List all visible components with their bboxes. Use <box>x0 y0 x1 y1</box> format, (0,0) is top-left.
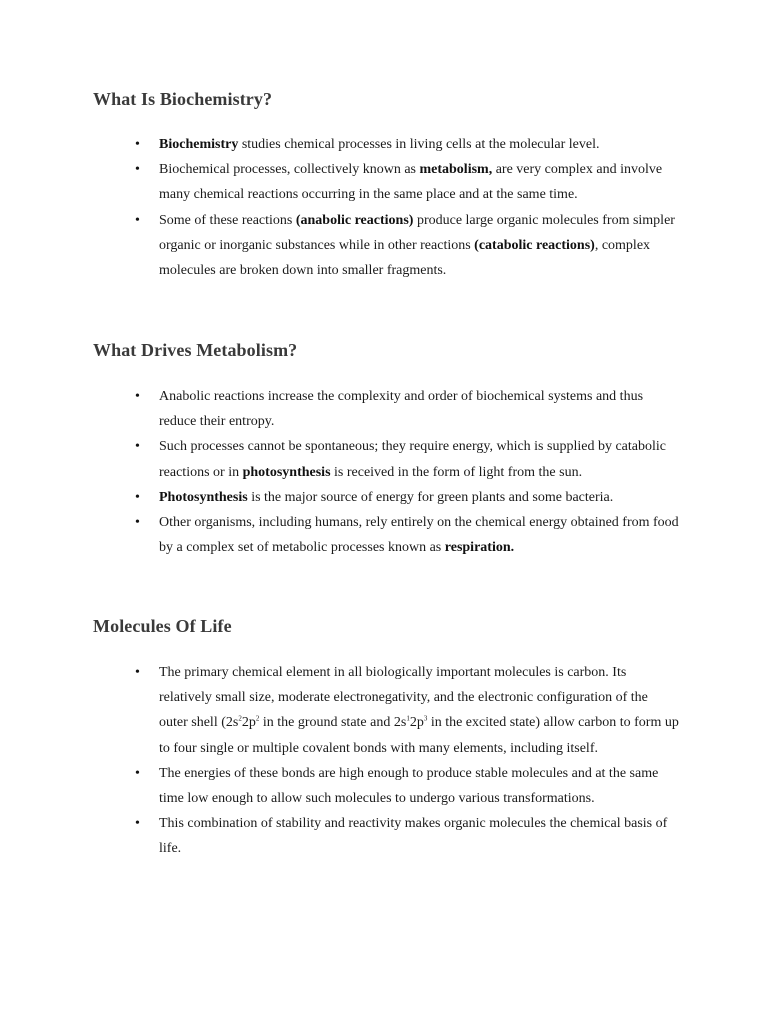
list-item <box>135 157 679 207</box>
text-run: Such processes cannot be spontaneous; they require energy, which is supplied by catabolic reactions or in <box>159 439 666 480</box>
bullet-icon: • <box>135 137 140 152</box>
text-run: Other organisms, including humans, rely entirely on the chemical energy obtained from food by a complex set of metabolic processes known as <box>159 515 679 556</box>
section-what-is-biochemistry <box>93 88 693 110</box>
text-run: is received in the form of light from the sun. <box>330 464 583 480</box>
text-run: produce large organic molecules from simpler organic or inorganic substances while in other reactions <box>159 212 675 253</box>
text-run: 2p <box>409 715 424 731</box>
superscript: 2 <box>255 714 260 723</box>
text-run: Some of these reactions <box>159 212 296 228</box>
section-title: What Is Biochemistry? <box>93 89 273 109</box>
bullet-icon: • <box>135 816 140 832</box>
section-title: What Drives Metabolism? <box>93 340 298 360</box>
bullet-icon: • <box>135 665 140 680</box>
bold-term: Photosynthesis <box>159 489 248 505</box>
bullet-list <box>135 660 679 862</box>
bullet-icon: • <box>135 389 140 404</box>
list-item <box>135 208 679 284</box>
text-run: The primary chemical element in all biologically important molecules is carbon. Its relatively small size, moderate electronegativity, and the electronic configuration of the outer shell (2s <box>159 665 648 731</box>
bold-term: (anabolic reactions) <box>295 212 414 228</box>
text-run: in the ground state and 2s <box>259 715 407 731</box>
superscript: 1 <box>406 714 410 723</box>
list-item <box>135 132 679 157</box>
list-item <box>135 660 679 761</box>
list-item <box>135 485 679 510</box>
section-molecules-of-life <box>93 615 693 637</box>
superscript: 3 <box>423 714 428 723</box>
list-item <box>135 510 679 560</box>
bold-term: (catabolic reactions) <box>474 237 595 253</box>
list-item <box>135 761 679 811</box>
bullet-icon: • <box>135 765 140 781</box>
bullet-icon: • <box>135 489 140 505</box>
text-run: 2p <box>241 715 256 731</box>
text-run: studies chemical processes in living cells at the molecular level. <box>238 137 600 152</box>
bullet-icon: • <box>135 515 140 531</box>
bold-term: photosynthesis <box>242 464 331 480</box>
list-item <box>135 811 679 861</box>
text-run: The energies of these bonds are high enough to produce stable molecules and at the same time low enough to allow such molecules to undergo various transformations. <box>159 765 659 807</box>
bullet-icon: • <box>135 439 140 455</box>
bold-term: metabolism, <box>419 162 493 178</box>
text-run: This combination of stability and reactivity makes organic molecules the chemical basis of life. <box>159 816 668 857</box>
text-run: , complex molecules are broken down into smaller fragments. <box>159 237 651 279</box>
text-run: Biochemical processes, collectively known as <box>159 162 420 178</box>
bullet-icon: • <box>135 212 140 228</box>
section-what-drives-metabolism <box>93 339 693 361</box>
text-run: is the major source of energy for green plants and some bacteria. <box>247 489 614 505</box>
list-item <box>135 384 679 434</box>
section-title: Molecules Of Life <box>93 616 232 636</box>
bullet-icon: • <box>135 162 140 178</box>
bold-term: respiration. <box>444 540 515 556</box>
bullet-list <box>135 132 679 283</box>
list-item <box>135 434 679 484</box>
superscript: 2 <box>238 714 242 723</box>
bold-term: Biochemistry <box>159 137 239 152</box>
bullet-list <box>135 384 679 560</box>
text-run: are very complex and involve many chemical reactions occurring in the same place and at the same time. <box>159 162 663 203</box>
text-run: in the excited state) allow carbon to form up to four single or multiple covalent bonds with many elements, including itself. <box>159 715 679 756</box>
text-run: Anabolic reactions increase the complexity and order of biochemical systems and thus reduce their entropy. <box>159 389 644 430</box>
